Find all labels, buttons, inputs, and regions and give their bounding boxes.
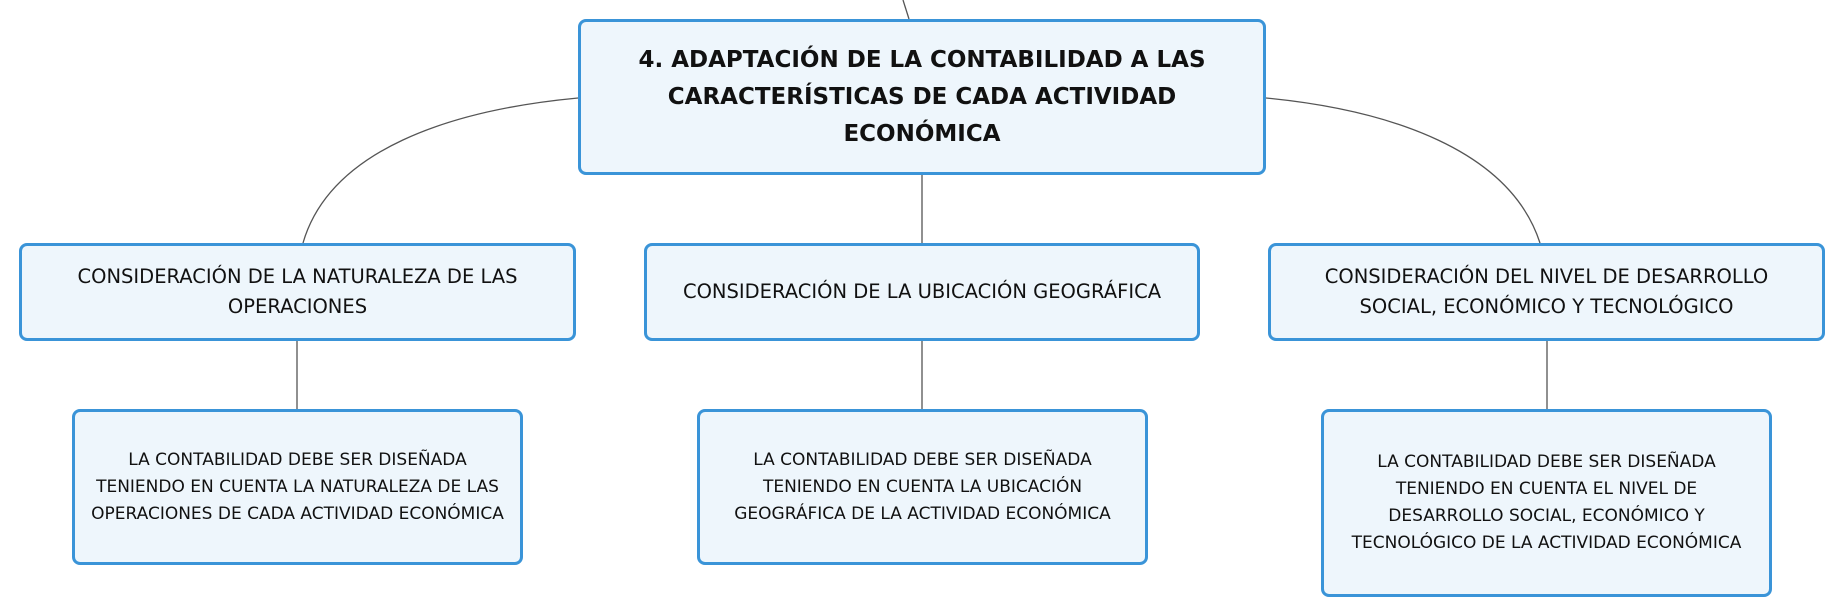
- branch-node-label: CONSIDERACIÓN DE LA UBICACIÓN GEOGRÁFICA: [682, 280, 1162, 303]
- detail-node-naturaleza[interactable]: [72, 409, 523, 565]
- detail-node-label: LA CONTABILIDAD DEBE SER DISEÑADA TENIENDO EN CUENTA EL NIVEL DE DESARROLLO SOCIAL, ECONÓMICO Y TECNOLÓGICO DE LA ACTIVIDAD ECONÓMICA: [1351, 452, 1742, 553]
- detail-node-ubicacion[interactable]: [697, 409, 1148, 565]
- root-node[interactable]: [578, 19, 1266, 175]
- branch-node-label: CONSIDERACIÓN DEL NIVEL DE DESARROLLO SOCIAL, ECONÓMICO Y TECNOLÓGICO: [1324, 265, 1769, 318]
- branch-node-desarrollo[interactable]: [1268, 243, 1825, 341]
- detail-node-desarrollo[interactable]: [1321, 409, 1772, 597]
- branch-node-naturaleza[interactable]: [19, 243, 576, 341]
- detail-node-label: LA CONTABILIDAD DEBE SER DISEÑADA TENIENDO EN CUENTA LA NATURALEZA DE LAS OPERACIONES DE CADA ACTIVIDAD ECONÓMICA: [91, 449, 504, 524]
- branch-node-ubicacion[interactable]: [644, 243, 1200, 341]
- connector-root-to-branch-1: [303, 98, 578, 243]
- branch-node-label: CONSIDERACIÓN DE LA NATURALEZA DE LAS OPERACIONES: [77, 265, 518, 318]
- root-node-label: 4. ADAPTACIÓN DE LA CONTABILIDAD A LAS CARACTERÍSTICAS DE CADA ACTIVIDAD ECONÓMICA: [638, 46, 1206, 147]
- parent-connector-line: [903, 0, 909, 19]
- connector-root-to-branch-3: [1266, 98, 1540, 243]
- detail-node-label: LA CONTABILIDAD DEBE SER DISEÑADA TENIENDO EN CUENTA LA UBICACIÓN GEOGRÁFICA DE LA ACTIVIDAD ECONÓMICA: [734, 449, 1111, 524]
